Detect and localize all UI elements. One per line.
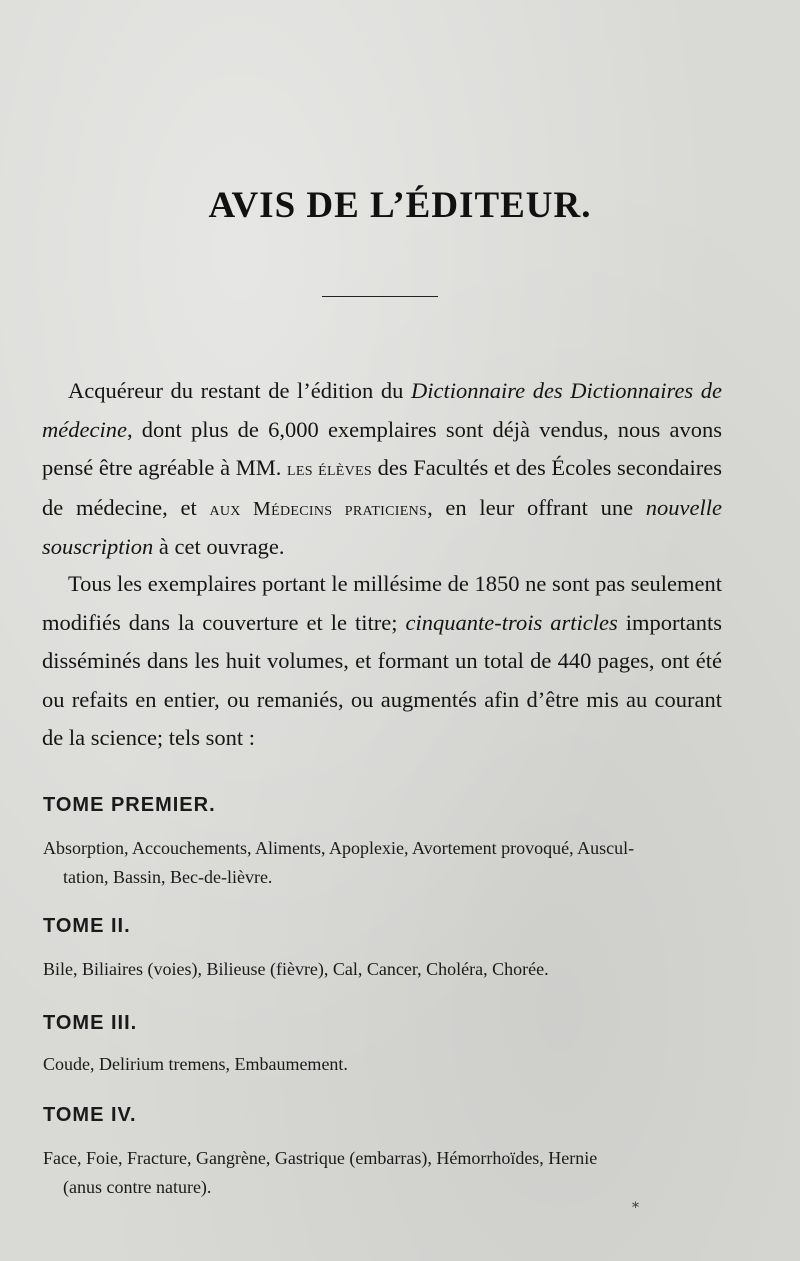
p1-eleves: les élèves [286, 458, 372, 480]
tome-3-articles [43, 1050, 723, 1079]
p1-text-i: à cet ouvrage. [153, 534, 285, 559]
paragraph-1-text [42, 372, 722, 567]
p1-dictionary-title: Dictionnaire des Dictionnaires de médecine [42, 378, 723, 442]
tome-2-heading: TOME II. [43, 915, 131, 937]
paragraph-acquereur [42, 372, 722, 567]
tome-3-heading: TOME III. [43, 1012, 138, 1034]
tome-2-articles [43, 955, 723, 984]
tome-4-articles [43, 1144, 723, 1202]
p2-cinquante-trois-articles: cinquante-trois articles [405, 609, 618, 635]
tome-1-articles [43, 834, 723, 892]
p2-text-c: importants disséminés dans les huit volumes, et formant un total de 440 pages, ont été ou refaits en entier, ou remaniés, ou augmentés afin d’être mis au courant de la science; tels sont : [42, 609, 722, 750]
tome-3-line-1: Coude, Delirium tremens, Embaumement. [43, 1054, 348, 1074]
p1-text-g: , en leur offrant une [427, 494, 646, 520]
tome-4-line-1: Face, Foie, Fracture, Gangrène, Gastrique (embarras), Hémorrhoïdes, Hernie [43, 1148, 598, 1168]
p1-text-e: des Facultés et des Écoles secondaires de médecine, et [42, 455, 722, 520]
tome-4-line-2: (anus contre nature). [63, 1177, 212, 1197]
paragraph-exemplaires [42, 565, 722, 758]
tome-1-heading: TOME PREMIER. [43, 794, 216, 816]
paragraph-2-text [42, 565, 722, 758]
page-title: AVIS DE L’ÉDITEUR. [208, 185, 592, 226]
p1-medecins-praticiens: aux Médecins praticiens [209, 497, 428, 520]
p1-text-c: , dont plus de 6,000 exemplaires sont déjà vendus, nous avons pensé être agréable à MM. [42, 416, 722, 480]
ink-speck-mark: * [632, 1200, 639, 1216]
p1-nouvelle-souscription: nouvelle souscription [42, 494, 722, 559]
p1-text-a: Acquéreur du restant de l’édition du [68, 378, 411, 403]
tome-4-heading: TOME IV. [43, 1104, 137, 1126]
p2-text-a: Tous les exemplaires portant le millésime de 1850 ne sont pas seulement modifiés dans la couverture et le titre; [42, 571, 722, 635]
tome-1-line-1: Absorption, Accouchements, Aliments, Apoplexie, Avortement provoqué, Auscul- [43, 838, 635, 858]
tome-1-line-2: tation, Bassin, Bec-de-lièvre. [63, 867, 273, 887]
title-divider [322, 296, 438, 297]
tome-2-line-1: Bile, Biliaires (voies), Bilieuse (fièvre), Cal, Cancer, Choléra, Chorée. [43, 959, 549, 979]
